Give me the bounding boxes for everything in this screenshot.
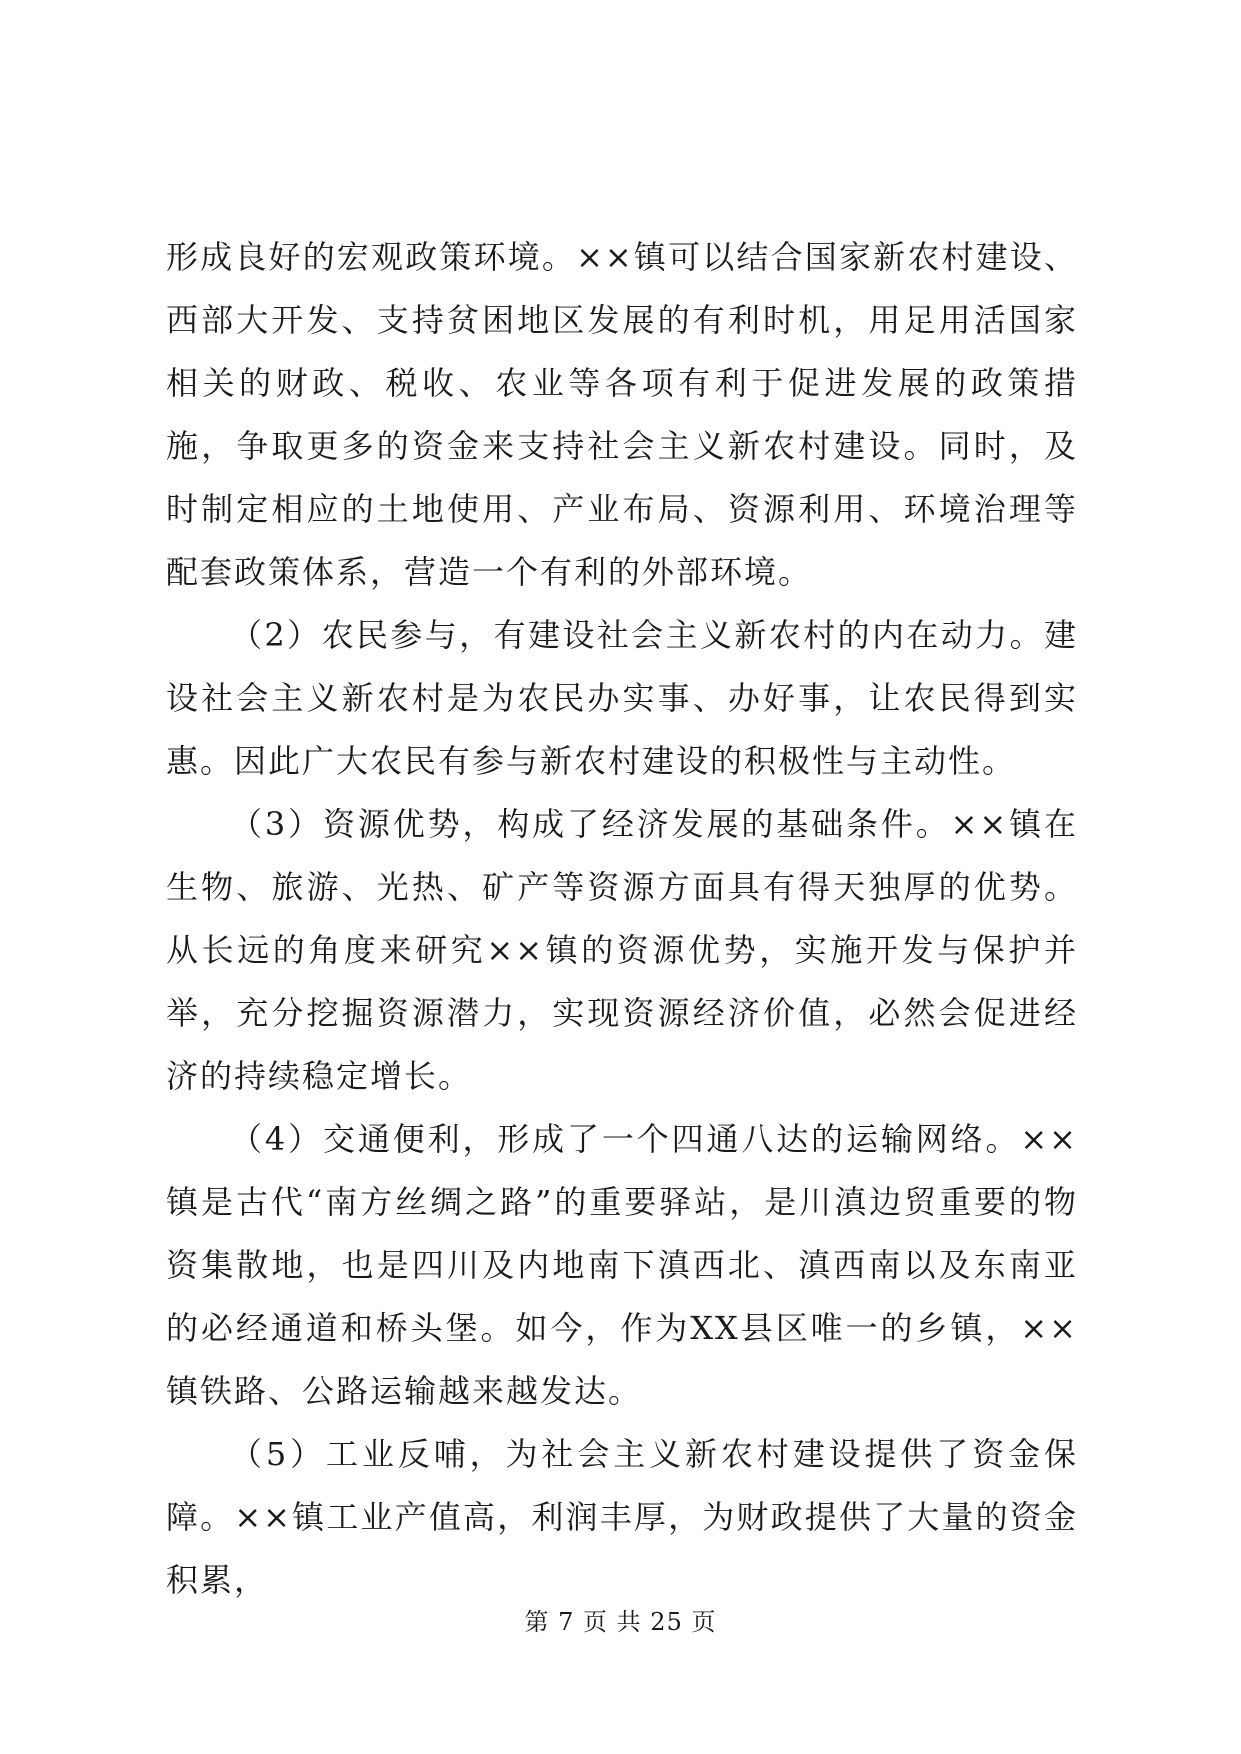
paragraph-item-5: （5）工业反哺，为社会主义新农村建设提供了资金保障。××镇工业产值高，利润丰厚，为财政提供了大量的资金积累， [166,1435,1078,1599]
document-body [166,226,1078,1612]
paragraph-continuation: 形成良好的宏观政策环境。××镇可以结合国家新农村建设、西部大开发、支持贫困地区发展的有利时机，用足用活国家相关的财政、税收、农业等各项有利于促进发展的政策措施，争取更多的资金来支持社会主义新农村建设。同时，及时制定相应的土地使用、产业布局、资源利用、环境治理等配套政策体系，营造一个有利的外部环境。 [166,238,1078,591]
paragraph-item-4: （4）交通便利，形成了一个四通八达的运输网络。××镇是古代“南方丝绸之路”的重要驿站，是川滇边贸重要的物资集散地，也是四川及内地南下滇西北、滇西南以及东南亚的必经通道和桥头堡。如今，作为XX县区唯一的乡镇，××镇铁路、公路运输越来越发达。 [166,1120,1078,1410]
page-number-footer: 第 7 页 共 25 页 [524,1608,717,1636]
paragraph-item-2: （2）农民参与，有建设社会主义新农村的内在动力。建设社会主义新农村是为农民办实事、办好事，让农民得到实惠。因此广大农民有参与新农村建设的积极性与主动性。 [166,616,1078,780]
paragraph-item-3: （3）资源优势，构成了经济发展的基础条件。××镇在生物、旅游、光热、矿产等资源方面具有得天独厚的优势。从长远的角度来研究××镇的资源优势，实施开发与保护并举，充分挖掘资源潜力，实现资源经济价值，必然会促进经济的持续稳定增长。 [166,805,1078,1095]
